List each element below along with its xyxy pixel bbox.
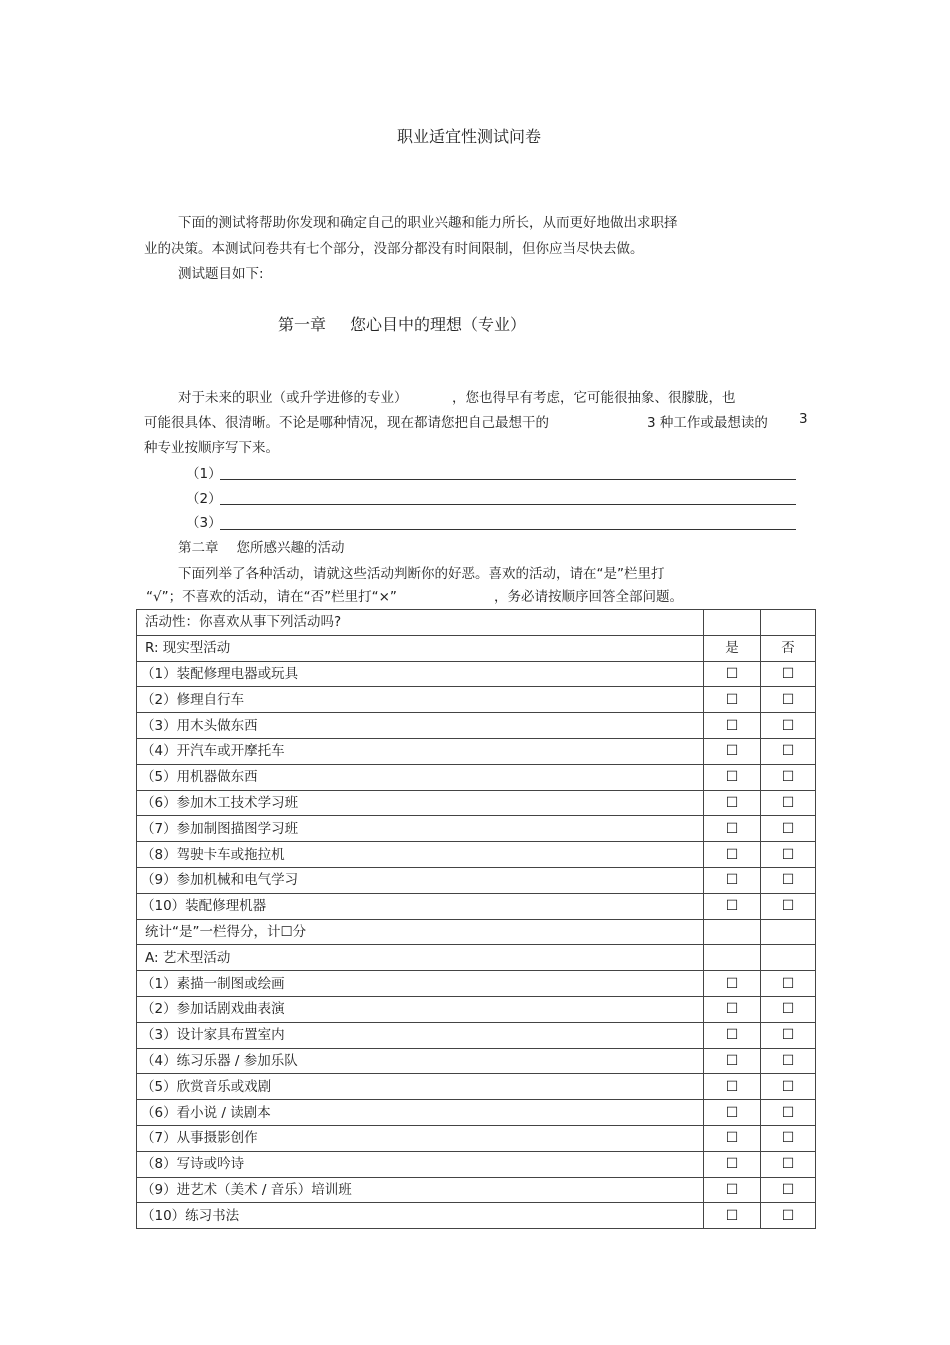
yes-checkbox[interactable]: ☐ xyxy=(704,738,761,764)
no-checkbox[interactable]: ☐ xyxy=(761,661,816,687)
chapter-1-text-line-2a: 可能很具体、很清晰。不论是哪种情况，现在都请您把自己最想干的 xyxy=(144,415,549,431)
table-row xyxy=(137,764,816,790)
chapter-2-text-line-2a: “√”；不喜欢的活动，请在“否”栏里打“×” xyxy=(146,589,397,605)
intro-paragraph-line-3: 测试题目如下: xyxy=(178,266,264,282)
section-a-row xyxy=(137,945,816,971)
empty-cell xyxy=(704,610,761,636)
table-row xyxy=(137,1048,816,1074)
activity-item: （1）装配修理电器或玩具 xyxy=(137,661,704,687)
chapter-1-heading xyxy=(278,312,526,335)
table-row xyxy=(137,687,816,713)
answer-line-3[interactable] xyxy=(220,529,796,530)
table-row xyxy=(137,1177,816,1203)
score-row xyxy=(137,919,816,945)
yes-checkbox[interactable]: ☐ xyxy=(704,764,761,790)
empty-cell xyxy=(704,919,761,945)
table-row xyxy=(137,1100,816,1126)
no-checkbox[interactable]: ☐ xyxy=(761,842,816,868)
activity-item: （1）素描一制图或绘画 xyxy=(137,971,704,997)
yes-checkbox[interactable]: ☐ xyxy=(704,687,761,713)
no-checkbox[interactable]: ☐ xyxy=(761,893,816,919)
activity-item: （6）看小说 / 读剧本 xyxy=(137,1100,704,1126)
yes-checkbox[interactable]: ☐ xyxy=(704,1177,761,1203)
activity-item: （4）练习乐器 / 参加乐队 xyxy=(137,1048,704,1074)
yes-checkbox[interactable]: ☐ xyxy=(704,713,761,739)
yes-checkbox[interactable]: ☐ xyxy=(704,971,761,997)
activity-item: （9）参加机械和电气学习 xyxy=(137,867,704,893)
chapter-1-text-line-1b: ，您也得早有考虑，它可能很抽象、很朦胧，也 xyxy=(452,390,736,406)
no-checkbox[interactable]: ☐ xyxy=(761,1022,816,1048)
chapter-1-text-line-2c: 3 xyxy=(799,411,808,427)
table-row xyxy=(137,1203,816,1229)
no-checkbox[interactable]: ☐ xyxy=(761,867,816,893)
yes-checkbox[interactable]: ☐ xyxy=(704,867,761,893)
empty-cell xyxy=(704,945,761,971)
intro-paragraph-line-2: 业的决策。本测试问卷共有七个部分，没部分都没有时间限制，但你应当尽快去做。 xyxy=(144,241,644,257)
no-checkbox[interactable]: ☐ xyxy=(761,713,816,739)
score-label: 统计“是”一栏得分，计☐分 xyxy=(137,919,704,945)
yes-checkbox[interactable]: ☐ xyxy=(704,1125,761,1151)
chapter-1-text-line-1a: 对于未来的职业（或升学进修的专业） xyxy=(178,390,408,406)
yes-checkbox[interactable]: ☐ xyxy=(704,893,761,919)
no-checkbox[interactable]: ☐ xyxy=(761,764,816,790)
chapter-2-text-line-2b: ，务必请按顺序回答全部问题。 xyxy=(494,589,683,605)
yes-checkbox[interactable]: ☐ xyxy=(704,661,761,687)
table-row xyxy=(137,842,816,868)
table-row xyxy=(137,1151,816,1177)
answer-label-2: （2） xyxy=(186,491,222,507)
table-header-row xyxy=(137,610,816,636)
no-checkbox[interactable]: ☐ xyxy=(761,1151,816,1177)
activity-item: （6）参加木工技术学习班 xyxy=(137,790,704,816)
table-row xyxy=(137,893,816,919)
yes-column-header: 是 xyxy=(704,635,761,661)
document-title: 职业适宜性测试问卷 xyxy=(396,127,541,146)
table-row xyxy=(137,661,816,687)
activity-item: （4）开汽车或开摩托车 xyxy=(137,738,704,764)
yes-checkbox[interactable]: ☐ xyxy=(704,1022,761,1048)
table-header: 活动性：你喜欢从事下列活动吗? xyxy=(137,610,704,636)
chapter-2-text-line-1: 下面列举了各种活动，请就这些活动判断你的好恶。喜欢的活动，请在“是”栏里打 xyxy=(178,566,665,582)
activity-item: （7）从事摄影创作 xyxy=(137,1125,704,1151)
chapter-1-title: 您心目中的理想（专业） xyxy=(350,315,527,334)
no-checkbox[interactable]: ☐ xyxy=(761,1177,816,1203)
yes-checkbox[interactable]: ☐ xyxy=(704,1151,761,1177)
answer-label-3: （3） xyxy=(186,515,222,531)
table-row xyxy=(137,996,816,1022)
activity-item: （5）用机器做东西 xyxy=(137,764,704,790)
yes-checkbox[interactable]: ☐ xyxy=(704,1074,761,1100)
activity-item: （2）修理自行车 xyxy=(137,687,704,713)
empty-cell xyxy=(761,610,816,636)
table-row xyxy=(137,738,816,764)
yes-checkbox[interactable]: ☐ xyxy=(704,816,761,842)
activity-item: （3）设计家具布置室内 xyxy=(137,1022,704,1048)
activity-item: （5）欣赏音乐或戏剧 xyxy=(137,1074,704,1100)
activity-item: （10）装配修理机器 xyxy=(137,893,704,919)
activity-item: （8）驾驶卡车或拖拉机 xyxy=(137,842,704,868)
activity-item: （7）参加制图描图学习班 xyxy=(137,816,704,842)
chapter-1-text-line-3: 种专业按顺序写下来。 xyxy=(144,440,279,456)
yes-checkbox[interactable]: ☐ xyxy=(704,1100,761,1126)
section-r-row xyxy=(137,635,816,661)
answer-line-1[interactable] xyxy=(220,479,796,480)
no-checkbox[interactable]: ☐ xyxy=(761,687,816,713)
activity-item: （9）进艺术（美术 / 音乐）培训班 xyxy=(137,1177,704,1203)
chapter-2-title: 您所感兴趣的活动 xyxy=(236,540,345,556)
no-checkbox[interactable]: ☐ xyxy=(761,1203,816,1229)
no-checkbox[interactable]: ☐ xyxy=(761,1125,816,1151)
activity-table xyxy=(136,609,816,1229)
section-a-label: A: 艺术型活动 xyxy=(137,945,704,971)
empty-cell xyxy=(761,945,816,971)
answer-label-1: （1） xyxy=(186,466,222,482)
no-checkbox[interactable]: ☐ xyxy=(761,1100,816,1126)
no-checkbox[interactable]: ☐ xyxy=(761,790,816,816)
table-row xyxy=(137,713,816,739)
table-row xyxy=(137,867,816,893)
no-checkbox[interactable]: ☐ xyxy=(761,971,816,997)
activity-item: （8）写诗或吟诗 xyxy=(137,1151,704,1177)
activity-item: （2）参加话剧戏曲表演 xyxy=(137,996,704,1022)
chapter-1-text-line-2b: 3 种工作或最想读的 xyxy=(647,415,768,431)
yes-checkbox[interactable]: ☐ xyxy=(704,842,761,868)
empty-cell xyxy=(761,919,816,945)
no-checkbox[interactable]: ☐ xyxy=(761,1074,816,1100)
no-checkbox[interactable]: ☐ xyxy=(761,1048,816,1074)
chapter-2-number: 第二章 xyxy=(178,540,219,556)
table-row xyxy=(137,790,816,816)
yes-checkbox[interactable]: ☐ xyxy=(704,996,761,1022)
yes-checkbox[interactable]: ☐ xyxy=(704,790,761,816)
table-row xyxy=(137,971,816,997)
no-checkbox[interactable]: ☐ xyxy=(761,816,816,842)
table-row xyxy=(137,1022,816,1048)
no-checkbox[interactable]: ☐ xyxy=(761,738,816,764)
table-row xyxy=(137,1074,816,1100)
section-r-label: R: 现实型活动 xyxy=(137,635,704,661)
answer-line-2[interactable] xyxy=(220,504,796,505)
yes-checkbox[interactable]: ☐ xyxy=(704,1203,761,1229)
no-checkbox[interactable]: ☐ xyxy=(761,996,816,1022)
activity-item: （10）练习书法 xyxy=(137,1203,704,1229)
yes-checkbox[interactable]: ☐ xyxy=(704,1048,761,1074)
chapter-2-heading xyxy=(178,536,345,556)
chapter-1-number: 第一章 xyxy=(278,315,327,334)
table-row xyxy=(137,816,816,842)
intro-paragraph-line-1: 下面的测试将帮助你发现和确定自己的职业兴趣和能力所长，从而更好地做出求职择 xyxy=(178,215,678,231)
activity-item: （3）用木头做东西 xyxy=(137,713,704,739)
no-column-header: 否 xyxy=(761,635,816,661)
table-row xyxy=(137,1125,816,1151)
